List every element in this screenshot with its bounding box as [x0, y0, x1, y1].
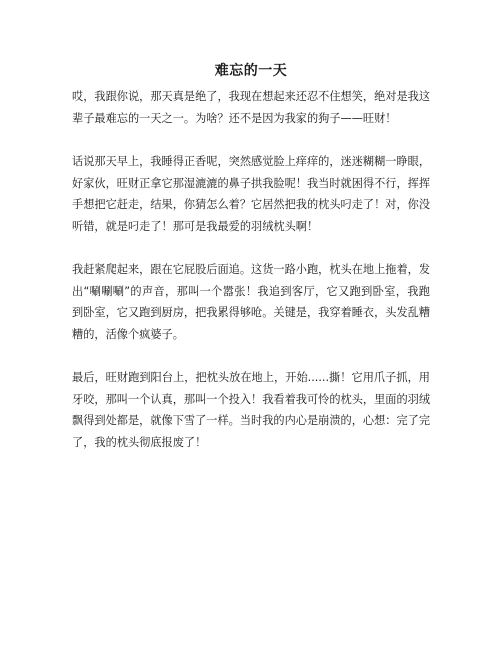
- document-title: 难忘的一天: [214, 63, 288, 79]
- paragraph-4: 最后，旺财跑到阳台上，把枕头放在地上，开始......撕！它用爪子抓，用牙咬，那叫一个认真，那叫一个投入！我看着我可怜的枕头，里面的羽绒飘得到处都是，就像下雪了一样。当时我的内心是崩溃的，心想：完了完了，我的枕头彻底报废了！: [72, 371, 431, 449]
- paragraph-1: 哎，我跟你说，那天真是绝了，我现在想起来还忍不住想笑，绝对是我这辈子最难忘的一天之一。为啥？还不是因为我家的狗子——旺财！: [72, 90, 431, 125]
- paragraph-2: 话说那天早上，我睡得正香呢，突然感觉脸上痒痒的，迷迷糊糊一睁眼，好家伙，旺财正拿它那湿漉漉的鼻子拱我脸呢！我当时就困得不行，挥挥手想把它赶走，结果，你猜怎么着？它居然把我的枕头叼走了！对，你没听错，就是叼走了！那可是我最爱的羽绒枕头啊！: [72, 155, 431, 233]
- paragraph-3: 我赶紧爬起来，跟在它屁股后面追。这货一路小跑，枕头在地上拖着，发出“唰唰唰”的声音，那叫一个嚣张！我追到客厅，它又跑到卧室，我跑到卧室，它又跑到厨房，把我累得够呛。关键是，我穿着睡衣，头发乱糟糟的，活像个疯婆子。: [72, 263, 431, 341]
